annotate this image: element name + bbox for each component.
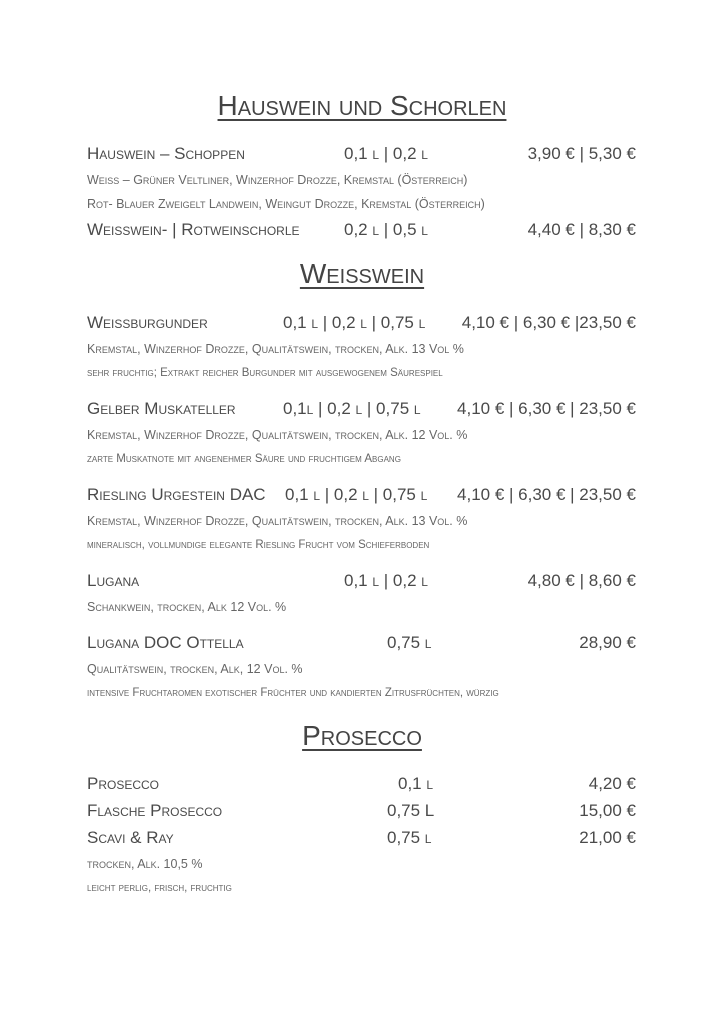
item-description: Schankwein, trocken, Alk 12 Vol. % <box>87 600 287 614</box>
section-title-prosecco: Prosecco <box>302 720 422 751</box>
item-name: Prosecco <box>87 774 160 793</box>
section-title-hauswein: Hauswein und Schorlen <box>217 90 507 121</box>
item-price: 4,10 € | 6,30 € | 23,50 € <box>457 399 636 418</box>
item-size: 0,2 l | 0,5 l <box>344 220 428 239</box>
menu-item <box>0 772 724 796</box>
item-size: 0,1 l | 0,2 l <box>344 144 428 163</box>
item-name: Lugana <box>87 571 140 590</box>
item-description: Qualitätswein, trocken, Alk, 12 Vol. % <box>87 662 303 676</box>
menu-item <box>0 218 724 242</box>
item-tasting-note: intensive Fruchtaromen exotischer Früchter und kandierten Zitrusfrüchten, würzig <box>87 687 499 699</box>
item-description: Weiß – Grüner Veltliner, Winzerhof Drozze, Kremstal (Österreich) <box>87 173 468 187</box>
item-size: 0,75 l <box>387 828 432 847</box>
item-size: 0,1 l | 0,2 l | 0,75 l <box>283 313 426 332</box>
item-name: Gelber Muskateller <box>87 399 236 418</box>
menu-item <box>0 631 724 655</box>
item-price: 4,80 € | 8,60 € <box>527 571 636 590</box>
item-tasting-note: zarte Muskatnote mit angenehmer Säure und fruchtigem Abgang <box>87 453 401 465</box>
item-price: 28,90 € <box>579 633 636 652</box>
item-description: Rot- Blauer Zweigelt Landwein, Weingut Drozze, Kremstal (Österreich) <box>87 197 485 211</box>
menu-item <box>0 142 724 166</box>
item-description: Kremstal, Winzerhof Drozze, Qualitätswein, trocken, Alk. 13 Vol. % <box>87 514 468 528</box>
item-name: Scavi & Ray <box>87 828 174 847</box>
menu-item <box>0 397 724 421</box>
item-price: 4,10 € | 6,30 € |23,50 € <box>461 313 636 332</box>
item-name: Weißwein- | Rotweinschorle <box>87 220 300 239</box>
item-name: Flasche Prosecco <box>87 801 223 820</box>
item-name: Weißburgunder <box>87 313 208 332</box>
item-price: 4,20 € <box>588 774 636 793</box>
item-price: 21,00 € <box>579 828 636 847</box>
menu-item <box>0 311 724 335</box>
item-size: 0,75 L <box>387 801 435 820</box>
item-size: 0,1l | 0,2 l | 0,75 l <box>283 399 421 418</box>
item-description: trocken, Alk. 10,5 % <box>87 857 203 871</box>
item-price: 15,00 € <box>579 801 636 820</box>
item-name: Hauswein – Schoppen <box>87 144 245 163</box>
item-tasting-note: sehr fruchtig; Extrakt reicher Burgunder mit ausgewogenem Säurespiel <box>87 367 443 379</box>
item-tasting-note: mineralisch, vollmundige elegante Riesling Frucht vom Schieferboden <box>87 539 430 551</box>
item-name: Lugana DOC Ottella <box>87 633 244 652</box>
menu-item <box>0 569 724 593</box>
item-tasting-note: leicht perlig, frisch, fruchtig <box>87 882 232 894</box>
menu-item <box>0 799 724 823</box>
item-price: 4,40 € | 8,30 € <box>527 220 636 239</box>
item-name: Riesling Urgestein DAC <box>87 485 266 504</box>
item-size: 0,1 l | 0,2 l | 0,75 l <box>285 485 428 504</box>
item-size: 0,1 l <box>398 774 434 793</box>
item-description: Kremstal, Winzerhof Drozze, Qualitätswein, trocken, Alk. 12 Vol. % <box>87 428 468 442</box>
item-size: 0,1 l | 0,2 l <box>344 571 428 590</box>
menu-item <box>0 826 724 850</box>
item-price: 3,90 € | 5,30 € <box>527 144 636 163</box>
item-size: 0,75 l <box>387 633 432 652</box>
section-title-weisswein: Weißwein <box>299 258 425 289</box>
item-description: Kremstal, Winzerhof Drozze, Qualitätswein, trocken, Alk. 13 Vol % <box>87 342 464 356</box>
menu-item <box>0 483 724 507</box>
item-price: 4,10 € | 6,30 € | 23,50 € <box>457 485 636 504</box>
